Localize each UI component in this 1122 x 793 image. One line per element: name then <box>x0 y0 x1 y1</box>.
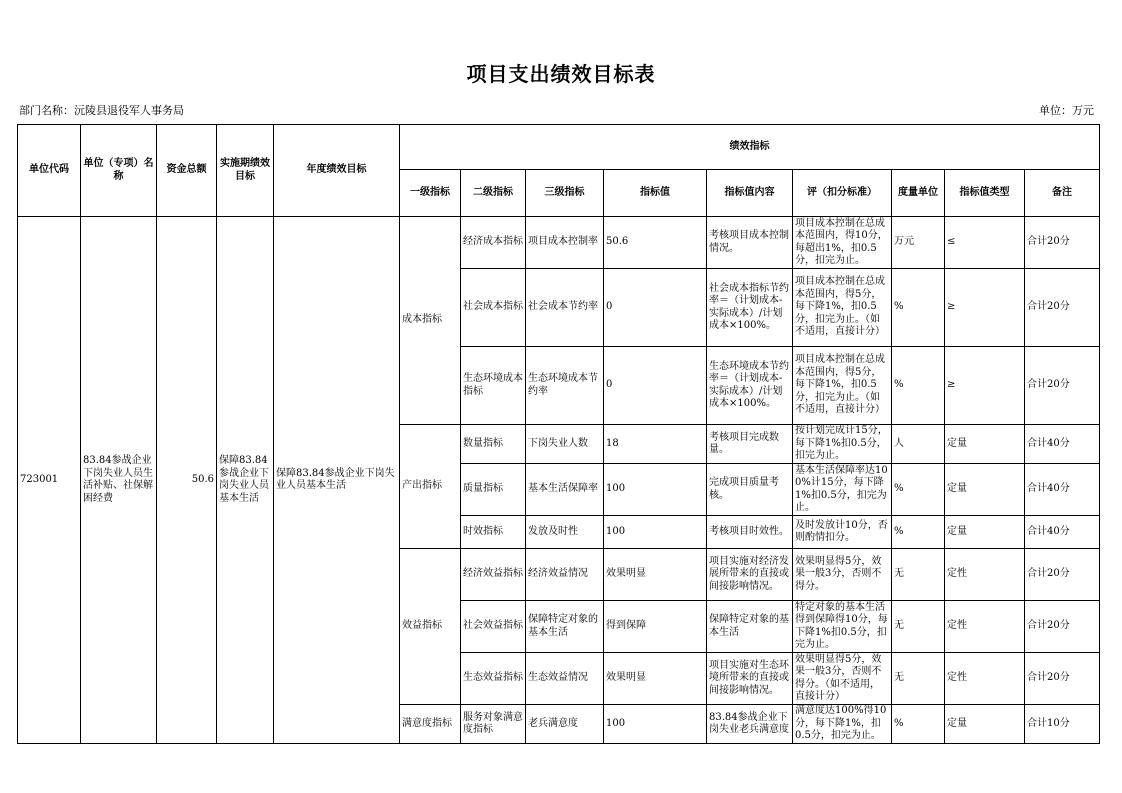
indicator-content-cell: 保障特定对象的基本生活 <box>707 601 793 653</box>
level3-indicator-cell: 社会成本节约率 <box>526 269 604 347</box>
indicator-value-cell: 效果明显 <box>604 549 707 601</box>
indicator-value-cell: 效果明显 <box>604 653 707 705</box>
header-measure-unit: 度量单位 <box>892 170 945 217</box>
level3-indicator-cell: 老兵满意度 <box>526 705 604 744</box>
scoring-standard-cell: 及时发放计10分，否则酌情扣分。 <box>793 516 892 549</box>
scoring-standard-cell: 效果明显得5分，效果一般3分，否则不得分。 <box>793 549 892 601</box>
header-unit-code: 单位代码 <box>18 125 81 217</box>
header-unit-name: 单位（专项）名称 <box>81 125 157 217</box>
unit-name-cell: 83.84参战企业下岗失业人员生活补贴、社保解困经费 <box>81 217 157 744</box>
level2-indicator-cell: 时效指标 <box>461 516 526 549</box>
value-type-cell: 定性 <box>945 549 1025 601</box>
remark-cell: 合计40分 <box>1025 425 1100 464</box>
header-annual-goal: 年度绩效目标 <box>274 125 400 217</box>
level2-indicator-cell: 社会成本指标 <box>461 269 526 347</box>
indicator-content-cell: 考核项目时效性。 <box>707 516 793 549</box>
indicator-value-cell: 100 <box>604 705 707 744</box>
measure-unit-cell: % <box>892 464 945 516</box>
indicator-value-cell: 0 <box>604 269 707 347</box>
table-row <box>18 217 1100 269</box>
value-type-cell: ≥ <box>945 269 1025 347</box>
header-remark: 备注 <box>1025 170 1100 217</box>
value-type-cell: 定性 <box>945 653 1025 705</box>
value-type-cell: ≤ <box>945 217 1025 269</box>
measure-unit-cell: 无 <box>892 549 945 601</box>
measure-unit-cell: 无 <box>892 601 945 653</box>
level1-indicator-cell: 效益指标 <box>400 549 461 705</box>
remark-cell: 合计20分 <box>1025 549 1100 601</box>
remark-cell: 合计10分 <box>1025 705 1100 744</box>
level2-indicator-cell: 经济效益指标 <box>461 549 526 601</box>
level2-indicator-cell: 数量指标 <box>461 425 526 464</box>
scoring-standard-cell: 项目成本控制在总成本范围内，得5分，每下降1%，扣0.5分，扣完为止。（如不适用，直接计分） <box>793 347 892 425</box>
remark-cell: 合计20分 <box>1025 347 1100 425</box>
measure-unit-cell: % <box>892 705 945 744</box>
header-perf-indicators: 绩效指标 <box>400 125 1100 170</box>
indicator-content-cell: 考核项目成本控制情况。 <box>707 217 793 269</box>
measure-unit-cell: 万元 <box>892 217 945 269</box>
indicator-content-cell: 社会成本指标节约率＝（计划成本-实际成本）/计划成本×100%。 <box>707 269 793 347</box>
level3-indicator-cell: 基本生活保障率 <box>526 464 604 516</box>
indicator-content-cell: 考核项目完成数量。 <box>707 425 793 464</box>
header-funds-total: 资金总额 <box>157 125 217 217</box>
level2-indicator-cell: 生态效益指标 <box>461 653 526 705</box>
remark-cell: 合计20分 <box>1025 601 1100 653</box>
level1-indicator-cell: 产出指标 <box>400 425 461 549</box>
level2-indicator-cell: 服务对象满意度指标 <box>461 705 526 744</box>
level3-indicator-cell: 生态环境成本节约率 <box>526 347 604 425</box>
level3-indicator-cell: 下岗失业人数 <box>526 425 604 464</box>
level3-indicator-cell: 经济效益情况 <box>526 549 604 601</box>
value-type-cell: 定量 <box>945 705 1025 744</box>
remark-cell: 合计40分 <box>1025 464 1100 516</box>
remark-cell: 合计40分 <box>1025 516 1100 549</box>
indicator-value-cell: 得到保障 <box>604 601 707 653</box>
level1-indicator-cell: 成本指标 <box>400 217 461 425</box>
department-name: 部门名称：沅陵县退役军人事务局 <box>19 104 184 117</box>
scoring-standard-cell: 效果明显得5分，效果一般3分，否则不得分。（如不适用，直接计分） <box>793 653 892 705</box>
header-level1: 一级指标 <box>400 170 461 217</box>
scoring-standard-cell: 满意度达100%得10分，每下降1%，扣0.5分，扣完为止。 <box>793 705 892 744</box>
header-level3: 三级指标 <box>526 170 604 217</box>
indicator-value-cell: 50.6 <box>604 217 707 269</box>
value-type-cell: 定量 <box>945 516 1025 549</box>
header-period-goal: 实施期绩效目标 <box>217 125 274 217</box>
value-type-cell: ≥ <box>945 347 1025 425</box>
level3-indicator-cell: 项目成本控制率 <box>526 217 604 269</box>
indicator-content-cell: 项目实施对生态环境所带来的直接或间接影响情况。 <box>707 653 793 705</box>
level3-indicator-cell: 生态效益情况 <box>526 653 604 705</box>
annual-goal-cell: 保障83.84参战企业下岗失业人员基本生活 <box>274 217 400 744</box>
level2-indicator-cell: 质量指标 <box>461 464 526 516</box>
scoring-standard-cell: 基本生活保障率达100%计15分，每下降1%扣0.5分，扣完为止。 <box>793 464 892 516</box>
header-scoring: 评（扣分标准） <box>793 170 892 217</box>
funds-total-cell: 50.6 <box>157 217 217 744</box>
currency-unit: 单位：万元 <box>1039 104 1094 117</box>
performance-table <box>17 124 1100 744</box>
remark-cell: 合计20分 <box>1025 653 1100 705</box>
header-content: 指标值内容 <box>707 170 793 217</box>
scoring-standard-cell: 项目成本控制在总成本范围内，得10分，每超出1%，扣0.5分，扣完为止。 <box>793 217 892 269</box>
level1-indicator-cell: 满意度指标 <box>400 705 461 744</box>
value-type-cell: 定性 <box>945 601 1025 653</box>
level2-indicator-cell: 经济成本指标 <box>461 217 526 269</box>
measure-unit-cell: 无 <box>892 653 945 705</box>
measure-unit-cell: 人 <box>892 425 945 464</box>
measure-unit-cell: % <box>892 347 945 425</box>
value-type-cell: 定量 <box>945 464 1025 516</box>
page-title: 项目支出绩效目标表 <box>466 62 656 86</box>
level2-indicator-cell: 社会效益指标 <box>461 601 526 653</box>
level3-indicator-cell: 保障特定对象的基本生活 <box>526 601 604 653</box>
scoring-standard-cell: 按计划完成计15分，每下降1%扣0.5分，扣完为止。 <box>793 425 892 464</box>
indicator-value-cell: 18 <box>604 425 707 464</box>
header-level2: 二级指标 <box>461 170 526 217</box>
indicator-content-cell: 完成项目质量考核。 <box>707 464 793 516</box>
indicator-value-cell: 0 <box>604 347 707 425</box>
level2-indicator-cell: 生态环境成本指标 <box>461 347 526 425</box>
header-value: 指标值 <box>604 170 707 217</box>
measure-unit-cell: % <box>892 516 945 549</box>
indicator-content-cell: 项目实施对经济发展所带来的直接或间接影响情况。 <box>707 549 793 601</box>
scoring-standard-cell: 特定对象的基本生活得到保障得10分，每下降1%扣0.5分，扣完为止。 <box>793 601 892 653</box>
scoring-standard-cell: 项目成本控制在总成本范围内，得5分，每下降1%，扣0.5分，扣完为止。（如不适用，直接计分） <box>793 269 892 347</box>
header-value-type: 指标值类型 <box>945 170 1025 217</box>
remark-cell: 合计20分 <box>1025 217 1100 269</box>
indicator-value-cell: 100 <box>604 516 707 549</box>
remark-cell: 合计20分 <box>1025 269 1100 347</box>
level3-indicator-cell: 发放及时性 <box>526 516 604 549</box>
indicator-value-cell: 100 <box>604 464 707 516</box>
indicator-content-cell: 生态环境成本节约率＝（计划成本-实际成本）/计划成本×100%。 <box>707 347 793 425</box>
value-type-cell: 定量 <box>945 425 1025 464</box>
unit-code-cell: 723001 <box>18 217 81 744</box>
indicator-content-cell: 83.84参战企业下岗失业老兵满意度 <box>707 705 793 744</box>
period-goal-cell: 保障83.84参战企业下岗失业人员基本生活 <box>217 217 274 744</box>
measure-unit-cell: % <box>892 269 945 347</box>
